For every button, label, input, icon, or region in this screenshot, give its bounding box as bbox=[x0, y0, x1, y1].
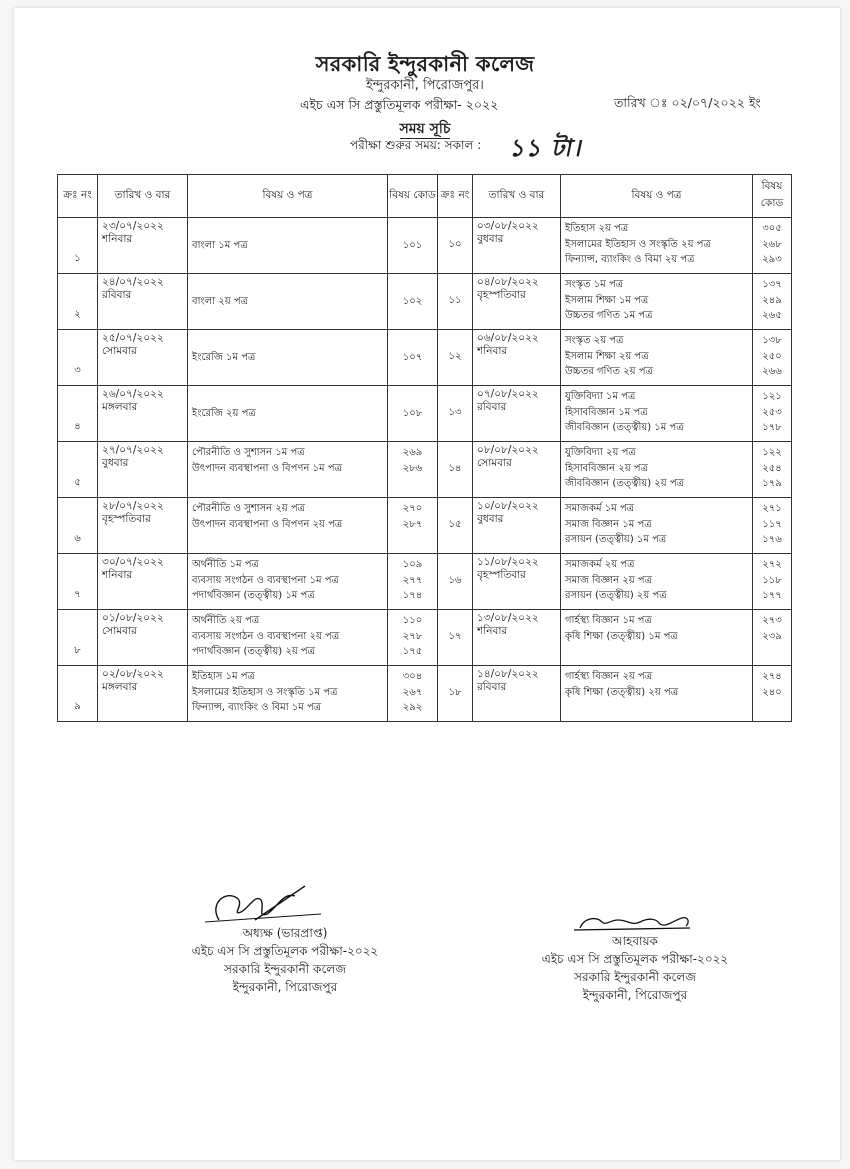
subject: ফিন্যান্স, ব্যাংকিং ও বিমা ২য় পত্র bbox=[565, 254, 695, 265]
subject-code-cell bbox=[388, 610, 438, 666]
subject-code-cell bbox=[388, 498, 438, 554]
issue-date: তারিখ ঃ ০২/০৭/২০২২ ইং bbox=[614, 95, 761, 110]
exam-date: ২৩/০৭/২০২২ bbox=[102, 220, 164, 232]
table-body bbox=[58, 218, 792, 722]
serial-number: ৫ bbox=[58, 442, 98, 498]
subject-cell bbox=[188, 666, 388, 722]
subject-cell bbox=[561, 386, 753, 442]
subject-code: ১০৯ bbox=[402, 559, 423, 570]
start-time-label: পরীক্ষা শুরুর সময়: সকাল : bbox=[350, 138, 482, 152]
serial-number: ৩ bbox=[58, 330, 98, 386]
subject-code-cell bbox=[388, 218, 438, 274]
subject: রসায়ন (তত্ত্বীয়) ১ম পত্র bbox=[565, 534, 667, 545]
exam-weekday: বৃহস্পতিবার bbox=[477, 569, 526, 581]
date-cell bbox=[98, 330, 188, 386]
start-time-handwritten: ১১ টা। bbox=[507, 133, 587, 162]
subject: উচ্চতর গণিত ২য় পত্র bbox=[565, 366, 653, 377]
subject-code-cell bbox=[388, 330, 438, 386]
subject-code: ৩০৪ bbox=[402, 671, 423, 682]
exam-weekday: সোমবার bbox=[102, 625, 137, 637]
subject: ব্যবসায় সংগঠন ও ব্যবস্থাপনা ২য় পত্র bbox=[192, 630, 340, 642]
exam-weekday: বৃহস্পতিবার bbox=[477, 289, 526, 301]
subject: হিসাববিজ্ঞান ১ম পত্র bbox=[565, 406, 648, 418]
exam-date: ০৮/০৮/২০২২ bbox=[477, 444, 539, 456]
subject-code: ১২২ bbox=[762, 447, 782, 458]
college-address: ইন্দুরকানী, পিরোজপুর। bbox=[366, 78, 484, 93]
subject: পদার্থবিজ্ঞান (তত্ত্বীয়) ১ম পত্র bbox=[192, 590, 315, 601]
subject: ব্যবসায় সংগঠন ও ব্যবস্থাপনা ১ম পত্র bbox=[192, 574, 339, 586]
table-row bbox=[58, 330, 792, 386]
subject: সমাজ বিজ্ঞান ১ম পত্র bbox=[565, 518, 652, 530]
subject-cell bbox=[561, 442, 753, 498]
subject-code-cell bbox=[753, 610, 792, 666]
subject: অর্থনীতি ২য় পত্র bbox=[192, 615, 260, 626]
subject-code-cell bbox=[388, 386, 438, 442]
table-row bbox=[58, 218, 792, 274]
subject-code: ১৩৭ bbox=[762, 279, 782, 290]
subject-code: ১১৭ bbox=[762, 518, 782, 530]
date-cell bbox=[473, 274, 561, 330]
serial-number: ২ bbox=[58, 274, 98, 330]
exam-weekday: শনিবার bbox=[102, 569, 133, 581]
exam-weekday: মঙ্গলবার bbox=[102, 401, 138, 413]
header-sl: ক্রঃ নং bbox=[58, 175, 98, 218]
subject-code-cell bbox=[753, 330, 792, 386]
subject-code: ২৯৩ bbox=[762, 254, 782, 265]
subject-code: ১০২ bbox=[402, 296, 423, 308]
subject-cell bbox=[188, 610, 388, 666]
subject-code: ২৭৩ bbox=[762, 615, 782, 626]
subject: উৎপাদন ব্যবস্থাপনা ও বিপণন ১ম পত্র bbox=[192, 462, 342, 474]
date-cell bbox=[473, 666, 561, 722]
subject-code-cell bbox=[388, 666, 438, 722]
table-row bbox=[58, 274, 792, 330]
subject: গার্হস্থ্য বিজ্ঞান ১ম পত্র bbox=[565, 615, 652, 626]
subject: বাংলা ১ম পত্র bbox=[192, 240, 248, 252]
subject-cell bbox=[561, 330, 753, 386]
exam-title: এইচ এস সি প্রস্তুতিমূলক পরীক্ষা- ২০২২ bbox=[300, 97, 499, 112]
exam-weekday: রবিবার bbox=[102, 289, 132, 301]
subject: সমাজ বিজ্ঞান ২য় পত্র bbox=[565, 574, 652, 586]
subject-code: ২৭৮ bbox=[402, 630, 423, 642]
subject-code: ২৬৭ bbox=[402, 686, 423, 698]
principal-signature bbox=[145, 884, 425, 924]
subject-code: ১৭৬ bbox=[762, 534, 782, 545]
subject-code: ১২১ bbox=[762, 391, 782, 402]
subject-code: ১০১ bbox=[402, 240, 423, 252]
convener-line-2: এইচ এস সি প্রস্তুতিমূলক পরীক্ষা-২০২২ bbox=[541, 952, 729, 966]
serial-number: ১৩ bbox=[438, 386, 473, 442]
subject: ইংরেজি ১ম পত্র bbox=[192, 352, 256, 364]
serial-number: ১ bbox=[58, 218, 98, 274]
subject-code: ২৮৬ bbox=[402, 462, 423, 474]
exam-weekday: শনিবার bbox=[102, 233, 133, 245]
serial-number: ৭ bbox=[58, 554, 98, 610]
subject-code-cell bbox=[388, 274, 438, 330]
subject-cell bbox=[188, 218, 388, 274]
table-header-row bbox=[58, 175, 792, 218]
exam-date: ০১/০৮/২০২২ bbox=[102, 612, 164, 624]
subject-code: ২৭৪ bbox=[762, 671, 782, 682]
subject: সমাজকর্ম ১ম পত্র bbox=[565, 503, 635, 514]
subject-code: ২৭১ bbox=[762, 503, 782, 514]
exam-weekday: বুধবার bbox=[102, 457, 129, 469]
date-cell bbox=[473, 610, 561, 666]
serial-number: ৯ bbox=[58, 666, 98, 722]
subject-code: ১১৮ bbox=[762, 574, 782, 586]
subject: উচ্চতর গণিত ১ম পত্র bbox=[565, 310, 653, 321]
subject: ফিন্যান্স, ব্যাংকিং ও বিমা ১ম পত্র bbox=[192, 702, 322, 713]
subject-code-cell bbox=[753, 218, 792, 274]
serial-number: ১০ bbox=[438, 218, 473, 274]
exam-date: ০৭/০৮/২০২২ bbox=[477, 388, 539, 400]
date-cell bbox=[473, 386, 561, 442]
subject-cell bbox=[188, 274, 388, 330]
exam-weekday: শনিবার bbox=[477, 625, 508, 637]
subject-cell bbox=[561, 218, 753, 274]
subject-cell bbox=[188, 386, 388, 442]
header-subject: বিষয় ও পত্র bbox=[188, 175, 388, 218]
subject: পৌরনীতি ও সুশাসন ১ম পত্র bbox=[192, 447, 305, 458]
subject-code: ২৫৪ bbox=[762, 462, 782, 474]
header-date: তারিখ ও বার bbox=[98, 175, 188, 218]
subject-code-cell bbox=[388, 442, 438, 498]
convener-signature-block bbox=[510, 914, 760, 1004]
date-cell bbox=[473, 218, 561, 274]
principal-line-3: সরকারি ইন্দুরকানী কলেজ bbox=[224, 962, 346, 976]
table-row bbox=[58, 386, 792, 442]
subject: পৌরনীতি ও সুশাসন ২য় পত্র bbox=[192, 503, 306, 514]
subject: ইতিহাস ২য় পত্র bbox=[565, 223, 629, 234]
exam-date: ১১/০৮/২০২২ bbox=[477, 556, 539, 568]
subject-code: ১৭৪ bbox=[402, 590, 423, 601]
schedule-title-text: সময় সূচি bbox=[399, 121, 451, 137]
subject: সমাজকর্ম ২য় পত্র bbox=[565, 559, 635, 570]
exam-date: ২৭/০৭/২০২২ bbox=[102, 444, 164, 456]
subject-code: ১৭৫ bbox=[402, 646, 423, 657]
serial-number: ৮ bbox=[58, 610, 98, 666]
subject-code: ১৩৮ bbox=[762, 335, 782, 346]
subject-code-cell bbox=[753, 386, 792, 442]
subject: সংস্কৃত ১ম পত্র bbox=[565, 279, 624, 290]
exam-weekday: বুধবার bbox=[477, 513, 504, 525]
table-row bbox=[58, 442, 792, 498]
subject: যুক্তিবিদ্যা ১ম পত্র bbox=[565, 391, 636, 402]
table-row bbox=[58, 610, 792, 666]
subject-code: ২৬৯ bbox=[402, 447, 423, 458]
subject: সংস্কৃত ২য় পত্র bbox=[565, 335, 624, 346]
date-cell bbox=[98, 498, 188, 554]
subject-code: ২৪০ bbox=[762, 686, 782, 698]
subject-code: ২৯২ bbox=[402, 702, 423, 713]
exam-date: ১৪/০৮/২০২২ bbox=[477, 668, 539, 680]
exam-weekday: সোমবার bbox=[102, 345, 137, 357]
header-code: বিষয় কোড bbox=[388, 175, 438, 218]
exam-date: ২৪/০৭/২০২২ bbox=[102, 276, 164, 288]
subject: ইসলাম শিক্ষা ২য় পত্র bbox=[565, 350, 649, 362]
exam-date: ২৮/০৭/২০২২ bbox=[102, 500, 164, 512]
subject: ইসলামের ইতিহাস ও সংস্কৃতি ২য় পত্র bbox=[565, 238, 711, 250]
subject-code: ১১০ bbox=[402, 615, 423, 626]
subject-code: ১০৮ bbox=[402, 408, 423, 420]
subject: উৎপাদন ব্যবস্থাপনা ও বিপণন ২য় পত্র bbox=[192, 518, 343, 530]
subject: হিসাববিজ্ঞান ২য় পত্র bbox=[565, 462, 648, 474]
principal-signature-block bbox=[145, 884, 425, 996]
subject-code: ২৬৬ bbox=[762, 366, 782, 377]
subject-code: ২৩৯ bbox=[762, 630, 782, 642]
subject-code: ২৫৩ bbox=[762, 406, 782, 418]
serial-number: ১২ bbox=[438, 330, 473, 386]
header-sl-2: ক্রঃ নং bbox=[438, 175, 473, 218]
subject: যুক্তিবিদ্যা ২য় পত্র bbox=[565, 447, 636, 458]
exam-date: ১০/০৮/২০২২ bbox=[477, 500, 539, 512]
table-row bbox=[58, 554, 792, 610]
exam-weekday: মঙ্গলবার bbox=[102, 681, 138, 693]
serial-number: ৪ bbox=[58, 386, 98, 442]
subject: কৃষি শিক্ষা (তত্ত্বীয়) ২য় পত্র bbox=[565, 686, 679, 698]
subject-cell bbox=[561, 498, 753, 554]
subject-cell bbox=[188, 498, 388, 554]
date-cell bbox=[98, 442, 188, 498]
schedule-table bbox=[57, 174, 792, 722]
subject-code: ২৬৮ bbox=[762, 238, 782, 250]
subject-code: ১৭৭ bbox=[762, 590, 782, 601]
date-cell bbox=[98, 218, 188, 274]
serial-number: ১৬ bbox=[438, 554, 473, 610]
subject: ইংরেজি ২য় পত্র bbox=[192, 408, 256, 420]
subject-code: ২৭২ bbox=[762, 559, 782, 570]
subject-code: ২৫০ bbox=[762, 350, 782, 362]
serial-number: ১১ bbox=[438, 274, 473, 330]
principal-title: অধ্যক্ষ (ভারপ্রাপ্ত) bbox=[242, 926, 328, 940]
serial-number: ১৫ bbox=[438, 498, 473, 554]
exam-date: ০২/০৮/২০২২ bbox=[102, 668, 164, 680]
serial-number: ১৭ bbox=[438, 610, 473, 666]
date-cell bbox=[98, 666, 188, 722]
serial-number: ৬ bbox=[58, 498, 98, 554]
subject-cell bbox=[188, 442, 388, 498]
date-cell bbox=[473, 330, 561, 386]
convener-line-4: ইন্দুরকানী, পিরোজপুর bbox=[582, 988, 688, 1002]
subject: গার্হস্থ্য বিজ্ঞান ২য় পত্র bbox=[565, 671, 653, 682]
college-name: সরকারি ইন্দুরকানী কলেজ bbox=[315, 52, 535, 76]
subject-code: ১৭৮ bbox=[762, 422, 782, 433]
subject-code: ১০৭ bbox=[402, 352, 423, 364]
subject-code: ২৬৫ bbox=[762, 310, 782, 321]
subject: অর্থনীতি ১ম পত্র bbox=[192, 559, 259, 570]
subject: রসায়ন (তত্ত্বীয়) ২য় পত্র bbox=[565, 590, 667, 601]
subject-code: ২৭০ bbox=[402, 503, 423, 514]
exam-weekday: রবিবার bbox=[477, 401, 507, 413]
convener-signature bbox=[510, 914, 760, 932]
subject-code: ৩০৫ bbox=[762, 223, 782, 234]
header-date-2: তারিখ ও বার bbox=[473, 175, 561, 218]
subject-code: ২৭৭ bbox=[402, 574, 423, 586]
exam-date: ২৫/০৭/২০২২ bbox=[102, 332, 164, 344]
convener-line-3: সরকারি ইন্দুরকানী কলেজ bbox=[574, 970, 696, 984]
subject-code-cell bbox=[753, 442, 792, 498]
header-code-2: বিষয় কোড bbox=[753, 175, 792, 218]
subject-code: ২৮৭ bbox=[402, 518, 423, 530]
subject: ইসলাম শিক্ষা ১ম পত্র bbox=[565, 294, 649, 306]
exam-weekday: বৃহস্পতিবার bbox=[102, 513, 151, 525]
subject-code-cell bbox=[753, 498, 792, 554]
exam-weekday: বুধবার bbox=[477, 233, 504, 245]
principal-line-4: ইন্দুরকানী, পিরোজপুর bbox=[232, 980, 338, 994]
exam-weekday: শনিবার bbox=[477, 345, 508, 357]
subject-code-cell bbox=[753, 554, 792, 610]
subject-code: ২৪৯ bbox=[762, 294, 782, 306]
subject: পদার্থবিজ্ঞান (তত্ত্বীয়) ২য় পত্র bbox=[192, 646, 316, 657]
date-cell bbox=[98, 274, 188, 330]
date-cell bbox=[473, 498, 561, 554]
date-cell bbox=[98, 610, 188, 666]
subject-cell bbox=[561, 666, 753, 722]
exam-weekday: রবিবার bbox=[477, 681, 507, 693]
date-cell bbox=[98, 554, 188, 610]
principal-line-2: এইচ এস সি প্রস্তুতিমূলক পরীক্ষা-২০২২ bbox=[191, 944, 379, 958]
subject: বাংলা ২য় পত্র bbox=[192, 296, 249, 308]
subject-cell bbox=[188, 554, 388, 610]
subject-cell bbox=[561, 274, 753, 330]
subject: জীববিজ্ঞান (তত্ত্বীয়) ২য় পত্র bbox=[565, 478, 684, 489]
exam-date: ০৪/০৮/২০২২ bbox=[477, 276, 539, 288]
subject-cell bbox=[561, 554, 753, 610]
exam-weekday: সোমবার bbox=[477, 457, 512, 469]
date-cell bbox=[98, 386, 188, 442]
exam-date: ৩০/০৭/২০২২ bbox=[102, 556, 164, 568]
subject: ইসলামের ইতিহাস ও সংস্কৃতি ১ম পত্র bbox=[192, 686, 338, 698]
exam-date: ০৬/০৮/২০২২ bbox=[477, 332, 539, 344]
exam-date: ০৩/০৮/২০২২ bbox=[477, 220, 539, 232]
subject-code-cell bbox=[753, 666, 792, 722]
table-row bbox=[58, 498, 792, 554]
subject-code-cell bbox=[388, 554, 438, 610]
serial-number: ১৮ bbox=[438, 666, 473, 722]
serial-number: ১৪ bbox=[438, 442, 473, 498]
subject-code: ১৭৯ bbox=[762, 478, 782, 489]
subject-cell bbox=[188, 330, 388, 386]
header-subject-2: বিষয় ও পত্র bbox=[561, 175, 753, 218]
date-cell bbox=[473, 442, 561, 498]
subject-code-cell bbox=[753, 274, 792, 330]
convener-title: আহবায়ক bbox=[612, 934, 658, 948]
subject: ইতিহাস ১ম পত্র bbox=[192, 671, 255, 682]
exam-date: ১৩/০৮/২০২২ bbox=[477, 612, 539, 624]
subject-cell bbox=[561, 610, 753, 666]
table-row bbox=[58, 666, 792, 722]
subject: কৃষি শিক্ষা (তত্ত্বীয়) ১ম পত্র bbox=[565, 630, 678, 642]
subject: জীববিজ্ঞান (তত্ত্বীয়) ১ম পত্র bbox=[565, 422, 684, 433]
date-cell bbox=[473, 554, 561, 610]
exam-date: ২৬/০৭/২০২২ bbox=[102, 388, 164, 400]
